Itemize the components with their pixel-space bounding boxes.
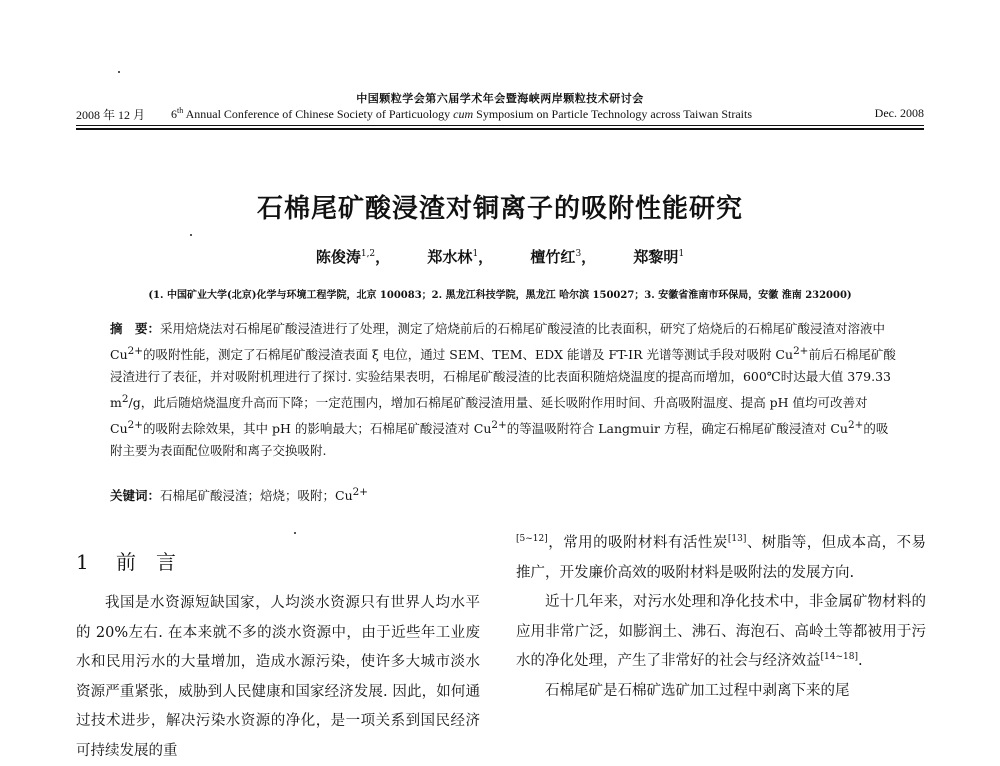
paragraph: 近十几年来，对污水处理和净化技术中，非金属矿物材料的应用非常广泛，如膨润土、沸石、海泡石、高岭土等都被用于污水的净化处理，产生了非常好的社会与经济效益[14~18].: [516, 594, 926, 669]
abstract-label: 摘 要：: [110, 321, 161, 336]
header-conference-en: 6th Annual Conference of Chinese Society of Particuology cum Symposium on Particle Technology across Taiwan Straits: [171, 106, 753, 121]
right-column: [516, 529, 926, 706]
keywords-label: 关键词：: [110, 488, 161, 504]
affiliations: (1. 中国矿业大学(北京)化学与环境工程学院，北京 100083；2. 黑龙江科技学院，黑龙江 哈尔滨 150027；3. 安徽省淮南市环保局，安徽 淮南 232000): [148, 290, 852, 301]
author: 郑水林$^1$，: [427, 248, 494, 266]
paragraph: 我国是水资源短缺国家，人均淡水资源只有世界人均水平的 20%左右. 在本来就不多的淡水资源中，由于近些年工业废水和民用污水的大量增加，造成水源污染，使许多大城市淡水资源严重紧张，威胁到人民健康和国家经济发展. 因此，如何通过技术进步，解决污染水资源的净化，是一项关系到国民经济可持续发展的重: [76, 595, 480, 759]
author-list: [0, 246, 1000, 267]
section-number: 1: [76, 550, 89, 574]
header-date-cn: 2008 年 12 月: [76, 108, 146, 122]
author: 陈俊涛$^{1,2}$，: [315, 248, 391, 266]
header-rule-thin: [76, 125, 924, 126]
section-heading: [76, 546, 176, 575]
paragraph: 石棉尾矿是石棉矿选矿加工过程中剥离下来的尾: [545, 682, 850, 699]
paragraph: [5~12]，常用的吸附材料有活性炭[13]、树脂等，但成本高，不易推广，开发廉价高效的吸附材料是吸附法的发展方向.: [516, 534, 927, 581]
section-title: 前 言: [116, 550, 176, 574]
left-column: [76, 589, 480, 766]
scan-speck: [190, 234, 192, 236]
paper-title: 石棉尾矿酸浸渣对铜离子的吸附性能研究: [256, 194, 743, 224]
scan-speck: [118, 71, 120, 73]
header-rule-thick: [76, 128, 924, 130]
author: 郑黎明$^1$: [633, 248, 685, 266]
conference-title-cn: 中国颗粒学会第六届学术年会暨海峡两岸颗粒技术研讨会: [356, 92, 644, 105]
keywords: 关键词：石棉尾矿酸浸渣；焙烧；吸附；$Cu^{2+}$: [110, 486, 368, 504]
abstract: 摘 要：采用焙烧法对石棉尾矿酸浸渣进行了处理，测定了焙烧前后的石棉尾矿酸浸渣的比表面积，研究了焙烧后的石棉尾矿酸浸渣对溶液中 $Cu^{2+}$的吸附性能，测定了石棉尾矿酸浸渣表面 ξ 电位，通过 SEM、TEM、EDX 能谱及 FT-IR 光谱等测试手段对吸附 $Cu^{2+}$前后石棉尾矿酸浸渣进行了表征，并对吸附机理进行了探讨. 实验结果表明，石棉尾矿酸浸渣的比表面积随焙烧温度的提高而增加，600℃时达最大值 379.33 $m^2/g$，此后随焙烧温度升高而下降；一定范围内，增加石棉尾矿酸浸渣用量、延长吸附作用时间、升高吸附温度、提高 pH 值均可改善对 $Cu^{2+}$的吸附去除效果，其中 pH 的影响最大；石棉尾矿酸浸渣对 $Cu^{2+}$的等温吸附符合 Langmuir 方程，确定石棉尾矿酸浸渣对 $Cu^{2+}$的吸附主要为表面配位吸附和离子交换吸附.: [110, 321, 896, 459]
scan-speck: [294, 532, 296, 534]
header-date-en: Dec. 2008: [874, 106, 924, 120]
author: 檀竹红$^3$，: [530, 248, 597, 266]
